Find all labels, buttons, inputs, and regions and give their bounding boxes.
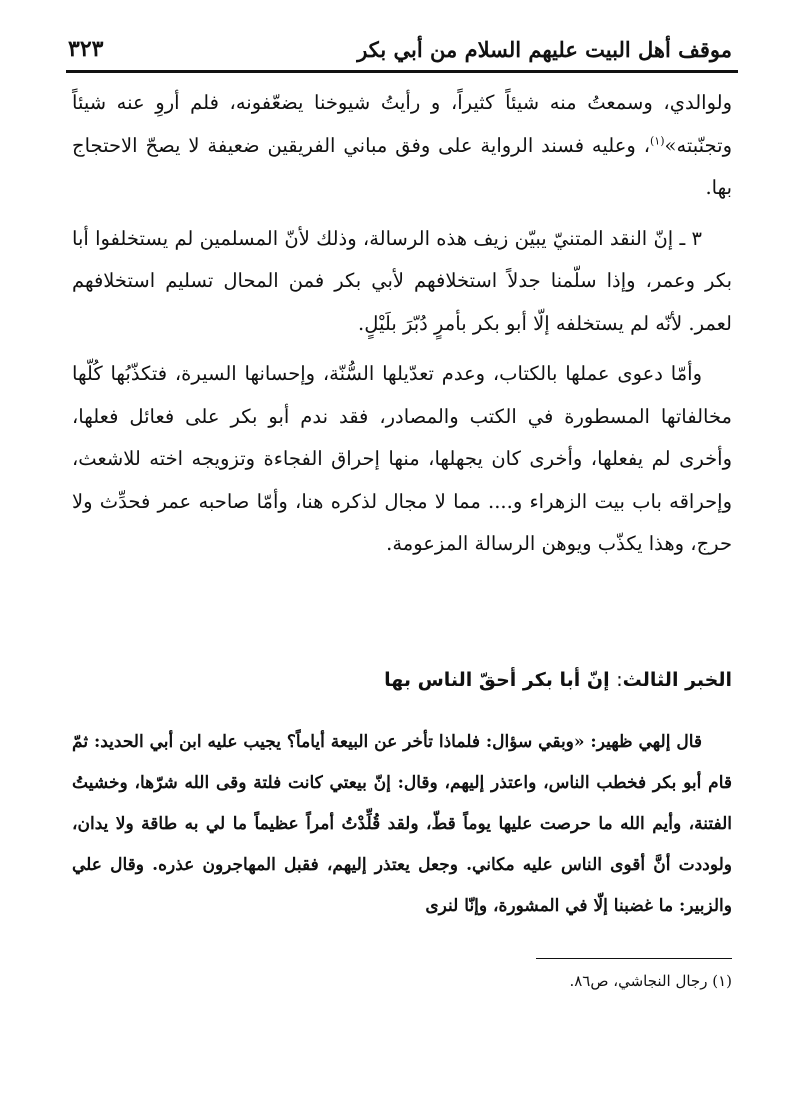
paragraph-gap bbox=[72, 210, 732, 218]
page-number: ٣٢٣ bbox=[68, 36, 104, 62]
paragraph-gap bbox=[72, 345, 732, 353]
section-heading-colon: : bbox=[616, 669, 623, 691]
running-header-title: موقف أهل البيت عليهم السلام من أبي بكر bbox=[357, 37, 732, 62]
footnote: (١) رجال النجاشي، ص٨٦. bbox=[569, 972, 732, 990]
running-header bbox=[68, 26, 732, 62]
quote-paragraph: قال إلهي ظهير: «وبقي سؤال: فلماذا تأخر عن البيعة أياماً؟ يجيب عليه ابن أبي الحديد: ثمّ قام أبو بكر فخطب الناس، واعتذر إليهم، وقال: إنّ بيعتي كانت فلتة وقى الله شرّها، وخشيتُ الفتنة، وأيم الله ما حرصت عليها يوماً قطّ، ولقد قُلِّدْتُ أمراً عظيماً ما لي به طاقة ولا يدان، ولوددت أنَّ أقوى الناس عليه مكاني. وجعل يعتذر إليهم، فقبل المهاجرون عذره. وقال علي والزبير: ما غضبنا إلّا في المشورة، وإنّا لنرى bbox=[72, 732, 732, 916]
section-heading bbox=[72, 662, 732, 698]
quoted-passage bbox=[72, 722, 732, 927]
paragraph-claim-rebuttal: وأمّا دعوى عملها بالكتاب، وعدم تعدّيلها السُّنّة، وإحسانها السيرة، فتكذّبُها كُلّها مخالفاتها المسطورة في الكتب والمصادر، فقد ندم أبو بكر على فعائل فعلها، وأخرى لم يفعلها، وأخرى كان يجهلها، منها إحراق الفجاءة وتزويجه اخته للاشعث، وإحراقه باب بيت الزهراء و.... مما لا مجال لذكره هنا، وأمّا صاحبه عمر فحدِّث ولا حرج، وهذا يكذّب ويوهن الرسالة المزعومة. bbox=[72, 362, 732, 555]
paragraph-text-before-ref: ولوالدي، وسمعتُ منه شيئاً كثيراً، و رأيتُ شيوخنا يضعّفونه، فلم أروِ عنه شيئاً وتجنّبته» bbox=[72, 91, 732, 157]
main-text bbox=[72, 82, 732, 566]
footnote-divider bbox=[536, 958, 732, 959]
paragraph-continuation bbox=[72, 82, 732, 210]
footnote-reference: (١) bbox=[650, 134, 665, 147]
paragraph-text-after-ref: ، وعليه فسند الرواية على وفق مباني الفريقين ضعيفة لا يصحّ الاحتجاج بها. bbox=[72, 133, 732, 199]
section-heading-label: الخبر الثالث bbox=[622, 669, 732, 691]
header-divider bbox=[66, 70, 738, 73]
paragraph-point-3: ٣ ـ إنّ النقد المتنيّ يبيّن زيف هذه الرسالة، وذلك لأنّ المسلمين لم يستخلفوا أبا بكر وعمر، وإذا سلّمنا جدلاً استخلافهم لأبي بكر فمن المحال تسليم استخلافهم لعمر. لأنّه لم يستخلفه إلّا أبو بكر بأمرٍ دُبّرَ بلَيْلٍ. bbox=[72, 226, 732, 335]
section-heading-title: إنّ أبا بكر أحقّ الناس بها bbox=[384, 669, 610, 691]
